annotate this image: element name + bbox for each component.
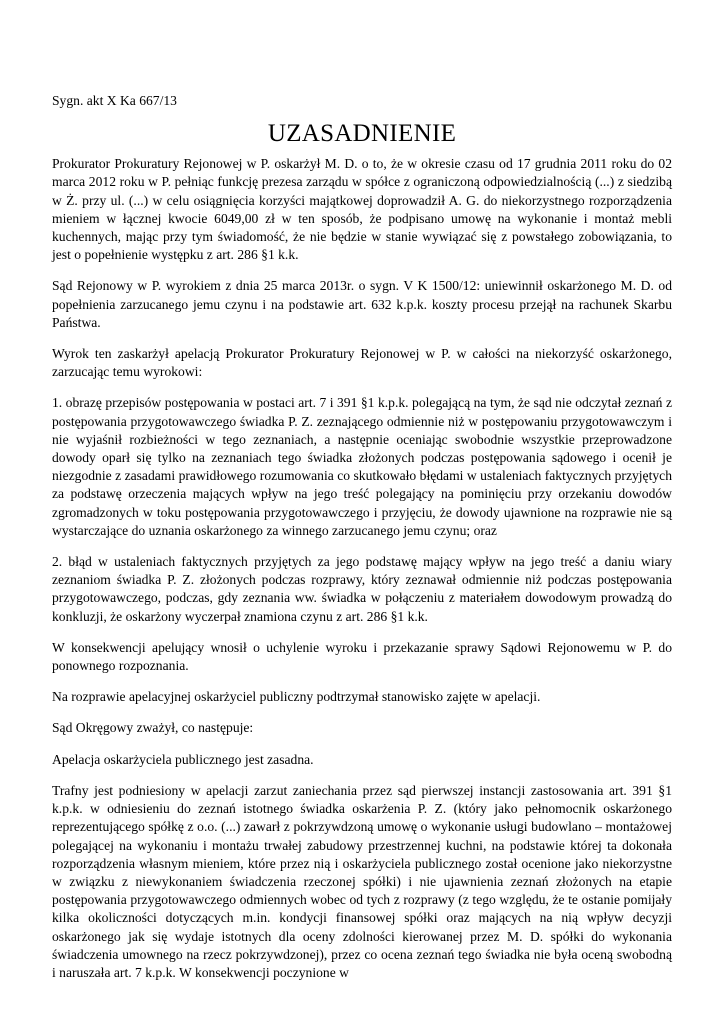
paragraph-first-instance-verdict: Sąd Rejonowy w P. wyrokiem z dnia 25 marca 2013r. o sygn. V K 1500/12: uniewinnił oskarżonego M. D. od popełnienia zarzucanego jemu czynu i na podstawie art. 632 k.p.k. koszty procesu przejął na rachunek Skarbu Państwa. — [52, 278, 672, 330]
document-title: UZASADNIENIE — [267, 120, 457, 148]
paragraph-reasoning: Trafny jest podniesiony w apelacji zarzut zaniechania przez sąd pierwszej instancji zastosowania art. 391 §1 k.p.k. w odniesieniu do zeznań istotnego świadka oskarżenia P. Z. (który jako pełnomocnik oskarżonego reprezentującego spółkę z o.o. (...) zawarł z pokrzywdzoną umowę o wykonanie usługi budowlano – montażowej polegającej na wykonaniu i montażu trwałej zabudowy przestrzennej kuchni, na podstawie której ta dokonała rozporządzenia własnym mieniem, które przez nią i oskarżyciela publicznego został ocenione jako niekorzystne w związku z niewykonaniem świadczenia rzeczonej spółki) i nie ujawnienia zeznań złożonych na etapie postępowania przygotowawczego odmiennych wobec od tych z rozprawy (z tego względu, że te ostanie pomijały kilka okoliczności dotyczących m.in. kondycji finansowej spółki oraz mających na nią wpływ decyzji oskarżonego jak się wydaje istotnych dla oceny zdolności kierowanej przez M. D. spółki do wykonania świadczenia umownego na rzecz pokrzywdzonej), przez co ocena zeznań tego świadka nie była oceną swobodną i naruszała art. 7 k.p.k. W konsekwencji poczynione w — [52, 782, 672, 980]
paragraph-charge: Prokurator Prokuratury Rejonowej w P. oskarżył M. D. o to, że w okresie czasu od 17 grudnia 2011 roku do 02 marca 2012 roku w P. pełniąc funkcję prezesa zarządu w spółce z ograniczoną odpowiedzialnością (...) z siedzibą w Ż. przy ul. (...) w celu osiągnięcia korzyści majątkowej doprowadził A. G. do niekorzystnego rozporządzenia mieniem w łącznej kwocie 6049,00 zł w ten sposób, że podpisano umowę na wykonanie i montaż mebli kuchennych, mając przy tym świadomość, że nie będzie w stanie wywiązać się z powstałego zobowiązania, to jest o popełnienie występku z art. 286 §1 k.k. — [52, 156, 672, 263]
case-signature: Sygn. akt X Ka 667/13 — [52, 93, 177, 108]
paragraph-appeal-hearing: Na rozprawie apelacyjnej oskarżyciel publiczny podtrzymał stanowisko zajęte w apelacji. — [52, 689, 541, 705]
paragraph-appeal-justified: Apelacja oskarżyciela publicznego jest zasadna. — [52, 751, 314, 767]
appeal-point-1: 1. obrazę przepisów postępowania w postaci art. 7 i 391 §1 k.p.k. polegającą na tym, że sąd nie odczytał zeznań z postępowania przygotowawczego świadka P. Z. zeznającego odmiennie niż w postępowaniu przygotowawczym i nie wyjaśnił rozbieżności w tego zeznaniach, a następnie oceniając swobodnie wszystkie przeprowadzone dowody oparł się tylko na zeznaniach tego świadka złożonych podczas postępowania sądowego i ocenił je niezgodnie z zasadami prawidłowego rozumowania co skutkowało błędami w ustaleniach faktycznych przyjętych za podstawę orzeczenia mających wpływ na jego treść polegający na pominięciu przy orzekaniu dowodów zgromadzonych w toku postępowania przygotowawczego i przyjęciu, że dowody ujawnione na rozprawie nie są wystarczające do uznania oskarżonego za winnego zarzucanego jemu czynu; oraz — [52, 395, 672, 538]
paragraph-court-considered: Sąd Okręgowy zważył, co następuje: — [52, 720, 254, 736]
appeal-point-2: 2. błąd w ustaleniach faktycznych przyjętych za jego podstawę mający wpływ na jego treść a daniu wiary zeznaniom świadka P. Z. złożonych podczas rozprawy, który zeznawał odmiennie niż podczas postępowania przygotowawczego, podczas, gdy zeznania ww. świadka w połączeniu z materiałem dowodowym prowadzą do konkluzji, że oskarżony wyczerpał znamiona czynu z art. 286 §1 k.k. — [52, 554, 672, 624]
document-page — [52, 92, 672, 995]
paragraph-appeal-intro: Wyrok ten zaskarżył apelacją Prokurator Prokuratury Rejonowej w P. w całości na niekorzyść oskarżonego, zarzucając temu wyrokowi: — [52, 346, 672, 380]
paragraph-appeal-request: W konsekwencji apelujący wnosił o uchylenie wyroku i przekazanie sprawy Sądowi Rejonowemu w P. do ponownego rozpoznania. — [52, 639, 672, 674]
